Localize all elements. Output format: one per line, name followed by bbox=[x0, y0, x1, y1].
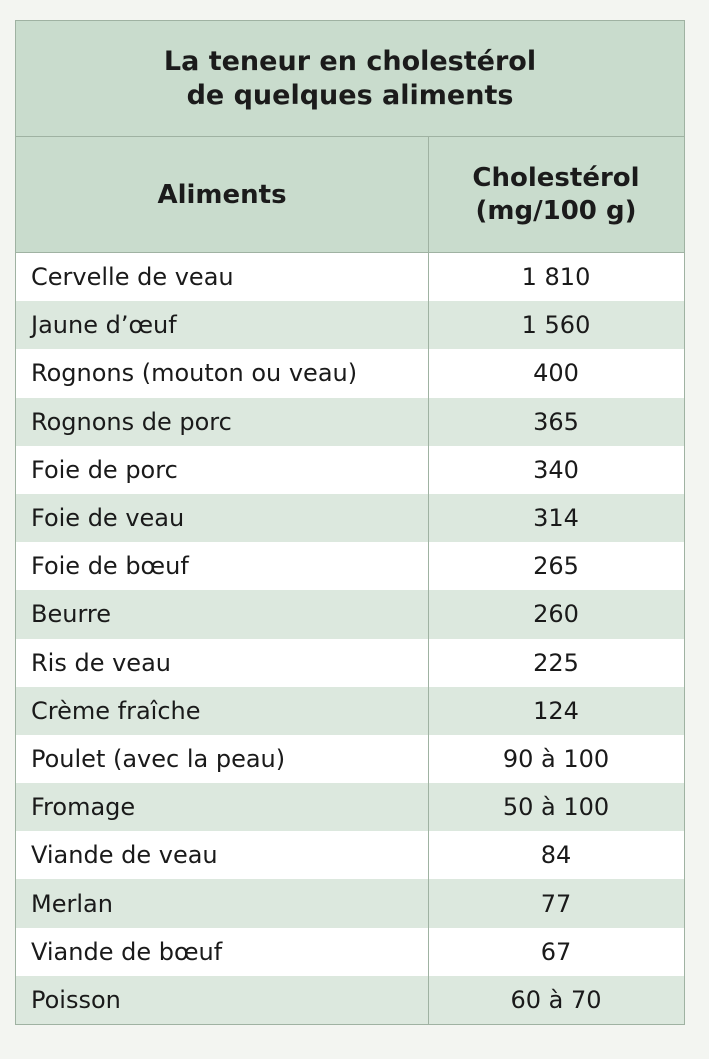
food-name-cell: Viande de veau bbox=[31, 841, 218, 870]
food-name-cell: Foie de bœuf bbox=[31, 552, 189, 581]
cholesterol-value-cell: 225 bbox=[533, 648, 579, 677]
food-name-cell: Rognons de porc bbox=[31, 407, 232, 436]
table-row bbox=[16, 735, 684, 783]
column-header-cholesterol bbox=[428, 137, 684, 252]
table-row bbox=[16, 590, 684, 638]
food-name-cell: Foie de veau bbox=[31, 504, 185, 533]
cholesterol-value-cell: 1 810 bbox=[521, 263, 591, 292]
food-name-cell: Viande de bœuf bbox=[31, 937, 223, 966]
cholesterol-value-cell: 67 bbox=[540, 937, 572, 966]
table-row bbox=[16, 831, 684, 879]
table-row bbox=[16, 398, 684, 446]
cholesterol-value-cell: 260 bbox=[533, 600, 579, 629]
table-row bbox=[16, 253, 684, 301]
table-header-row bbox=[16, 137, 684, 253]
table-row bbox=[16, 976, 684, 1024]
food-name-cell: Foie de porc bbox=[31, 455, 178, 484]
table-title bbox=[16, 21, 684, 137]
table-row bbox=[16, 783, 684, 831]
cholesterol-value-cell: 84 bbox=[540, 841, 572, 870]
table-row bbox=[16, 639, 684, 687]
food-name-cell: Ris de veau bbox=[31, 648, 171, 677]
title-line-1: La teneur en cholestérol bbox=[163, 45, 537, 77]
cholesterol-value-cell: 314 bbox=[533, 504, 579, 533]
table-row bbox=[16, 928, 684, 976]
column-header-cholesterol-line1: Cholestérol bbox=[472, 162, 640, 193]
column-header-aliments: Aliments bbox=[157, 179, 287, 210]
food-name-cell: Cervelle de veau bbox=[31, 263, 234, 292]
cholesterol-value-cell: 50 à 100 bbox=[502, 793, 610, 822]
cholesterol-value-cell: 124 bbox=[533, 696, 579, 725]
cholesterol-value-cell: 265 bbox=[533, 552, 579, 581]
cholesterol-value-cell: 90 à 100 bbox=[502, 744, 610, 773]
cholesterol-value-cell: 1 560 bbox=[521, 311, 591, 340]
table-row bbox=[16, 542, 684, 590]
table-row bbox=[16, 349, 684, 397]
food-name-cell: Fromage bbox=[31, 793, 136, 822]
table-row bbox=[16, 879, 684, 927]
food-name-cell: Rognons (mouton ou veau) bbox=[31, 359, 358, 388]
table-row bbox=[16, 494, 684, 542]
cholesterol-value-cell: 77 bbox=[540, 889, 572, 918]
food-name-cell: Jaune d’œuf bbox=[31, 311, 177, 340]
food-name-cell: Merlan bbox=[31, 889, 113, 918]
title-line-2: de quelques aliments bbox=[186, 79, 514, 111]
table-row bbox=[16, 301, 684, 349]
table-row bbox=[16, 687, 684, 735]
food-name-cell: Poisson bbox=[31, 985, 121, 1014]
cholesterol-value-cell: 400 bbox=[533, 359, 579, 388]
food-name-cell: Poulet (avec la peau) bbox=[31, 744, 286, 773]
table-row bbox=[16, 446, 684, 494]
cholesterol-value-cell: 365 bbox=[533, 407, 579, 436]
food-name-cell: Beurre bbox=[31, 600, 111, 629]
column-header-cholesterol-unit: (mg/100 g) bbox=[475, 195, 637, 226]
table-body bbox=[16, 253, 684, 1024]
column-divider bbox=[428, 137, 429, 1024]
cholesterol-value-cell: 60 à 70 bbox=[510, 985, 602, 1014]
food-name-cell: Crème fraîche bbox=[31, 696, 201, 725]
cholesterol-table bbox=[15, 20, 685, 1025]
cholesterol-value-cell: 340 bbox=[533, 455, 579, 484]
